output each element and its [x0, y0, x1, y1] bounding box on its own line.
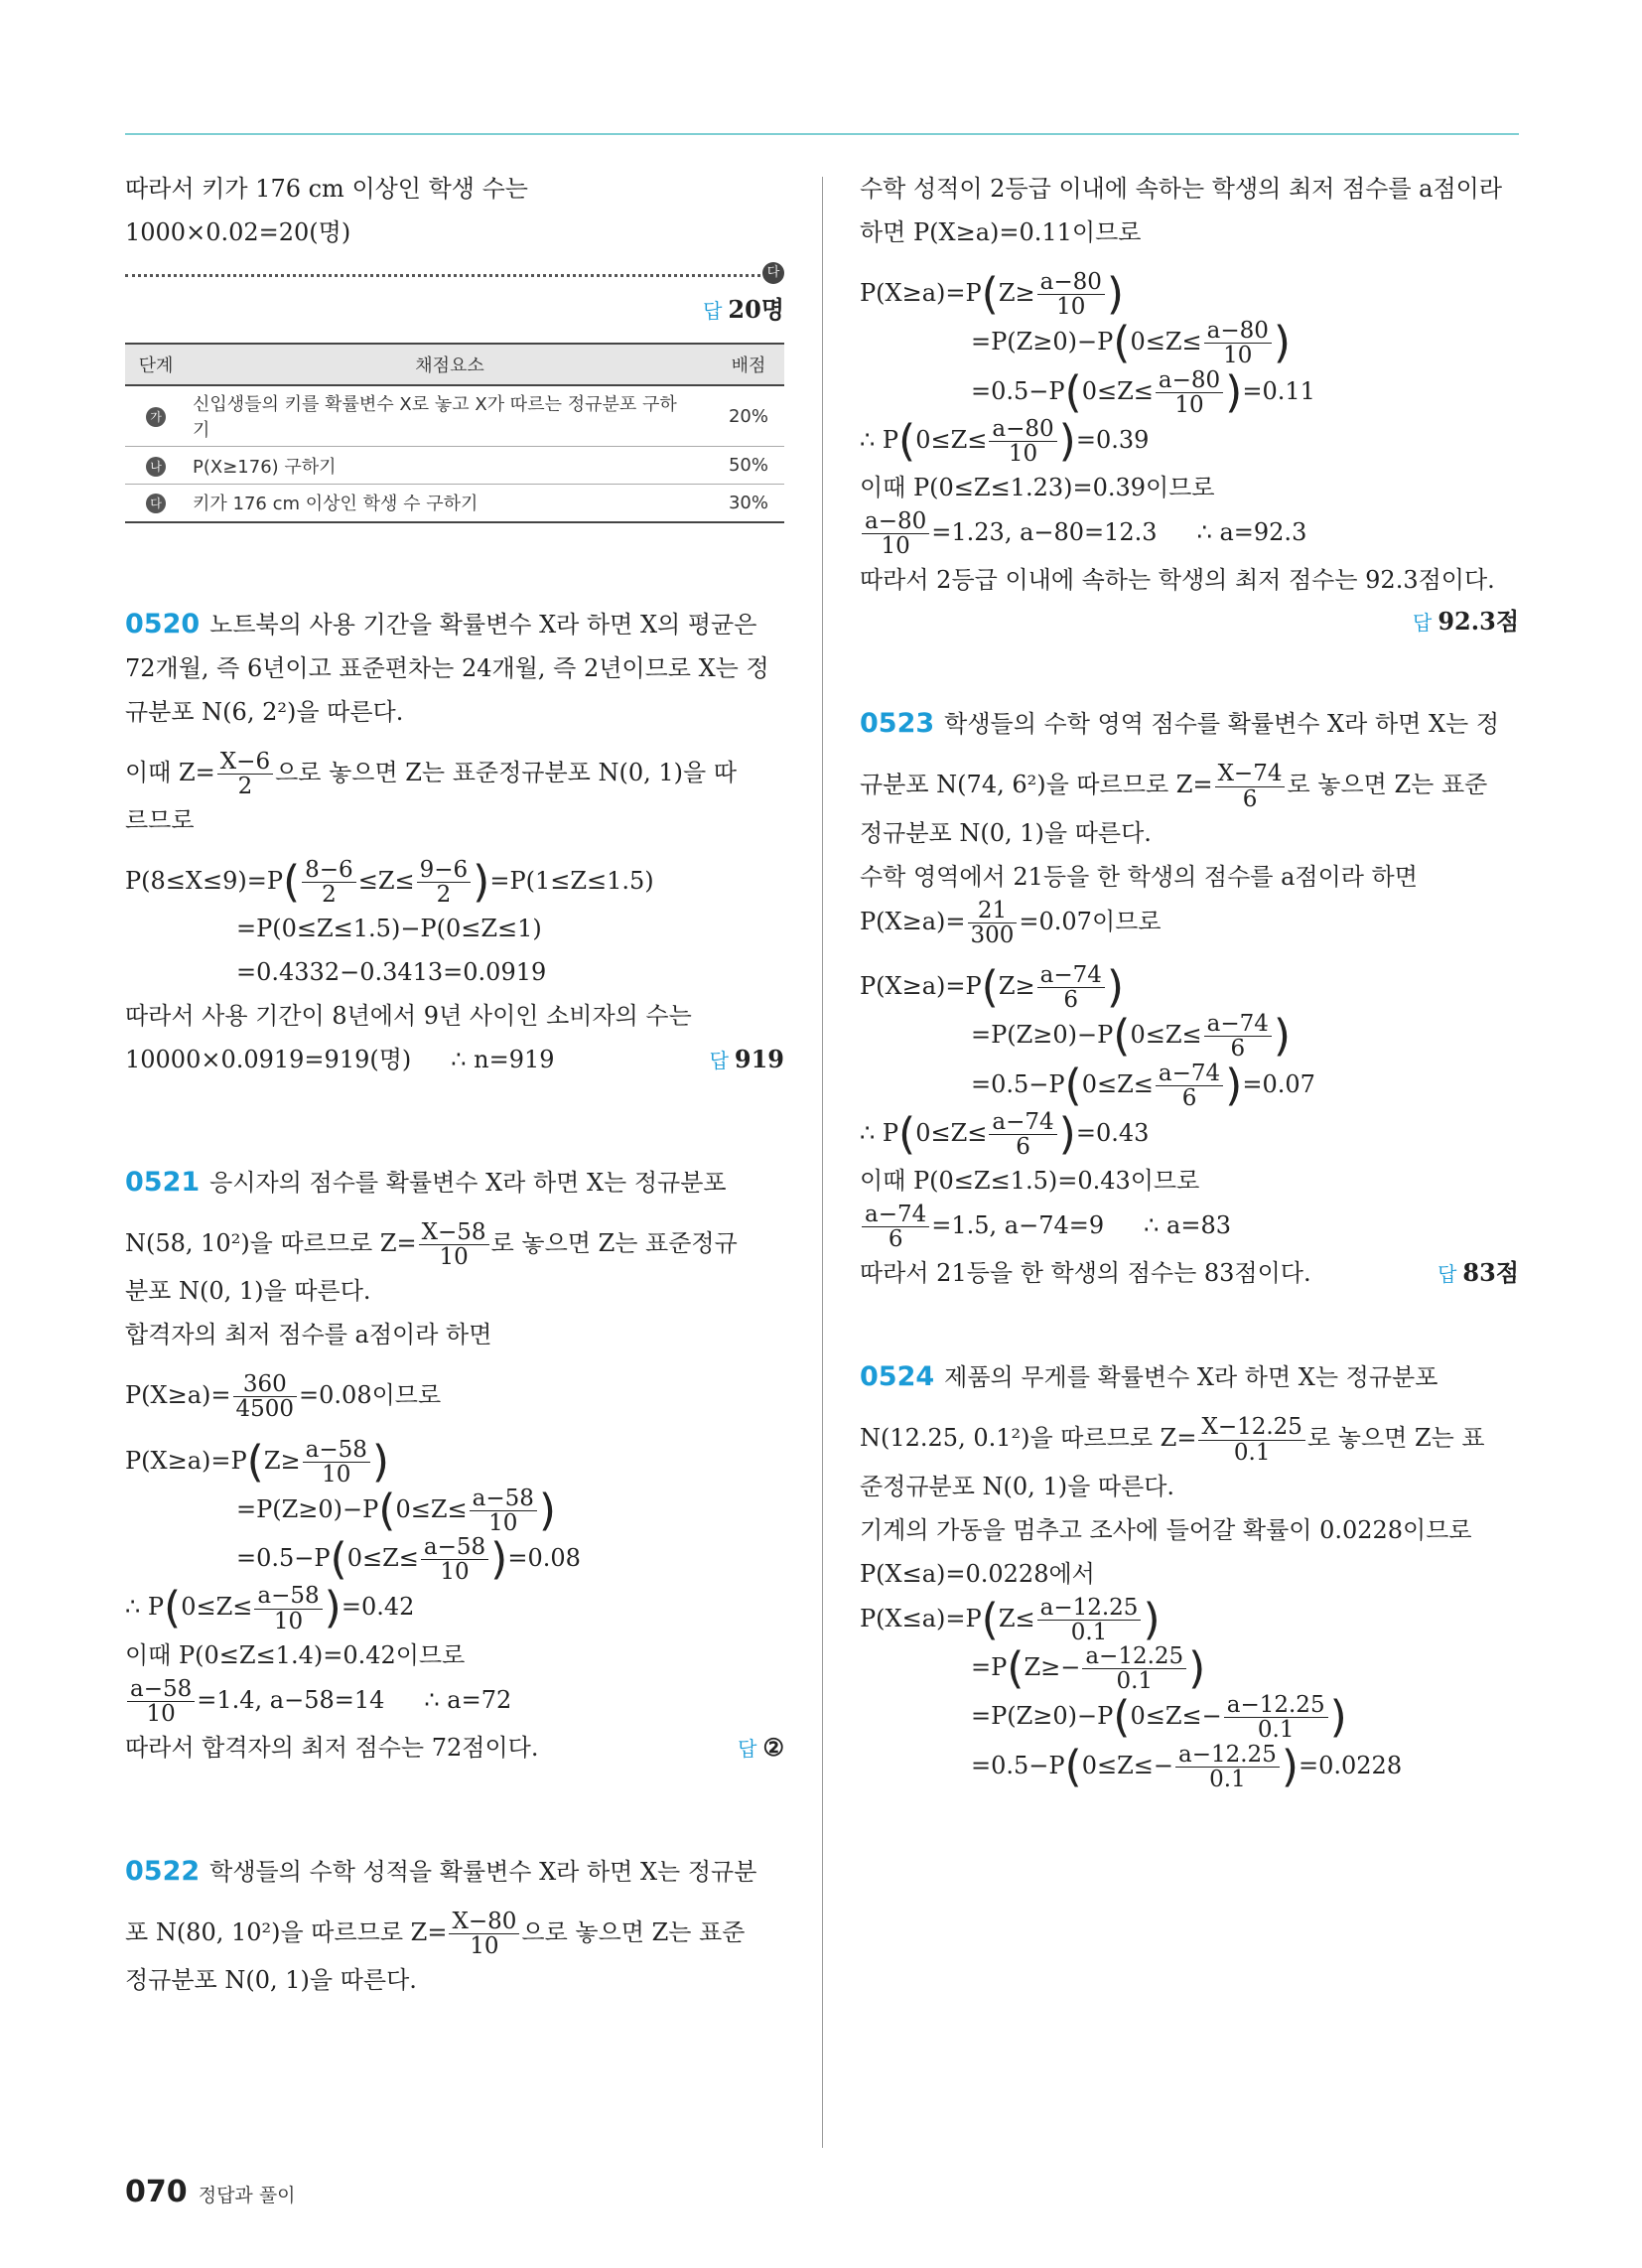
text-line: 이때 Z= $\frac{X-6}{2}$ 으로 놓으면 Z는 표준정규분포 N(0, 1)을 따 — [125, 748, 737, 799]
table-cell: 50% — [713, 447, 784, 485]
text-line: 분포 N(0, 1)을 따른다. — [125, 1277, 371, 1306]
equation-line: =P(Z≥0)−P(0≤Z≤− $\frac{a-12.25}{0.1}$ ) — [971, 1691, 1347, 1744]
top-rule — [125, 133, 1519, 135]
step-marker: 가 — [146, 407, 166, 427]
equation-line: =P(Z≥0)−P(0≤Z≤ $\frac{a-58}{10}$ ) — [236, 1485, 557, 1537]
text-line: 정규분포 N(0, 1)을 따른다. — [125, 1966, 417, 1995]
step-marker: 나 — [146, 457, 166, 477]
text-line: 10000×0.0919=919(명) ∴ n=919 답 919 — [125, 1045, 784, 1074]
scoring-table — [125, 343, 784, 523]
text-line: 정규분포 N(0, 1)을 따른다. — [860, 818, 1152, 847]
equation-line: ∴ P(0≤Z≤ $\frac{a-80}{10}$ )=0.39 — [860, 415, 1150, 467]
answer: 답 20명 — [703, 295, 784, 324]
equation-line: =P(0≤Z≤1.5)−P(0≤Z≤1) — [236, 915, 542, 943]
text-line: N(12.25, 0.1²)을 따르므로 Z= $\frac{X-12.25}{0.1}$ 로 놓으면 Z는 표 — [860, 1414, 1485, 1466]
equation-line: =P(Z≥0)−P(0≤Z≤ $\frac{a-74}{6}$ ) — [971, 1010, 1292, 1063]
table-header: 배점 — [713, 344, 784, 385]
text-line: 따라서 사용 기간이 8년에서 9년 사이인 소비자의 수는 — [125, 1002, 692, 1031]
equation-line: P(X≥a)=P(Z≥ $\frac{a-80}{10}$ ) — [860, 268, 1125, 321]
page-number: 070 — [125, 2175, 188, 2209]
text-line: 합격자의 최저 점수를 a점이라 하면 — [125, 1321, 492, 1349]
problem-0521-intro: 0521 응시자의 점수를 확률변수 X라 하면 X는 정규분포 — [125, 1167, 727, 1199]
equation-line: P(X≤a)=P(Z≤ $\frac{a-12.25}{0.1}$ ) — [860, 1594, 1161, 1645]
table-row — [125, 485, 784, 522]
problem-0522-intro: 0522 학생들의 수학 성적을 확률변수 X라 하면 X는 정규분 — [125, 1856, 757, 1888]
equation-line: P(8≤X≤9)=P( $\frac{8-6}{2}$ ≤Z≤ $\frac{9-6}{2}$ )=P(1≤Z≤1.5) — [125, 856, 654, 908]
equation-line: =P(Z≥0)−P(0≤Z≤ $\frac{a-80}{10}$ ) — [971, 317, 1292, 369]
table-cell: 20% — [713, 385, 784, 447]
step-marker: 다 — [762, 262, 784, 284]
equation-line: =0.5−P(0≤Z≤− $\frac{a-12.25}{0.1}$ )=0.0228 — [971, 1741, 1403, 1792]
equation-line: P(X≥a)=P(Z≥ $\frac{a-74}{6}$ ) — [860, 961, 1125, 1014]
equation-line: =0.5−P(0≤Z≤ $\frac{a-80}{10}$ )=0.11 — [971, 366, 1315, 418]
step-divider — [125, 260, 784, 290]
text-line: 수학 영역에서 21등을 한 학생의 점수를 a점이라 하면 — [860, 862, 1418, 891]
equation-line: =0.5−P(0≤Z≤ $\frac{a-58}{10}$ )=0.08 — [236, 1533, 581, 1586]
page-footer — [125, 2175, 296, 2209]
table-header: 단계 — [125, 344, 187, 385]
equation-line: =P(Z≥− $\frac{a-12.25}{0.1}$ ) — [971, 1642, 1206, 1695]
table-cell: 신입생들의 키를 확률변수 X로 놓고 X가 따르는 정규분포 구하기 — [187, 385, 713, 447]
text-line: 준정규분포 N(0, 1)을 따른다. — [860, 1472, 1175, 1500]
text-line: 기계의 가동을 멈추고 조사에 들어갈 확률이 0.0228이므로 — [860, 1515, 1472, 1544]
problem-0524-intro: 0524 제품의 무게를 확률변수 X라 하면 X는 정규분포 — [860, 1361, 1438, 1393]
equation-line: ∴ P(0≤Z≤ $\frac{a-58}{10}$ )=0.42 — [125, 1583, 415, 1634]
step-marker: 다 — [146, 494, 166, 513]
left-column — [125, 167, 784, 2002]
text-line: 따라서 2등급 이내에 속하는 학생의 최저 점수는 92.3점이다. — [860, 566, 1495, 595]
text-line: 1000×0.02=20(명) — [125, 218, 351, 246]
equation-line: $\frac{a-80}{10}$ =1.23, a−80=12.3 ∴ a=92.3 — [860, 509, 1519, 558]
equation-line: $\frac{a-74}{6}$ =1.5, a−74=9 ∴ a=83 — [860, 1203, 1519, 1251]
table-row — [125, 447, 784, 485]
equation-line: =0.4332−0.3413=0.0919 — [236, 958, 547, 987]
right-column — [860, 167, 1519, 1791]
answer: 답 92.3점 — [1413, 607, 1519, 637]
equation-line: =0.5−P(0≤Z≤ $\frac{a-74}{6}$ )=0.07 — [971, 1060, 1315, 1111]
equation-line: $\frac{a-58}{10}$ =1.4, a−58=14 ∴ a=72 — [125, 1677, 784, 1726]
equation-line: P(X≥a)= $\frac{21}{300}$ =0.07이므로 — [860, 897, 1162, 948]
table-row — [125, 385, 784, 447]
text-line: P(X≤a)=0.0228에서 — [860, 1559, 1095, 1588]
text-line: 따라서 합격자의 최저 점수는 72점이다. 답 ② — [125, 1733, 784, 1763]
text-line: 포 N(80, 10²)을 따르므로 Z= $\frac{X-80}{10}$ 으로 놓으면 Z는 표준 — [125, 1909, 746, 1960]
table-cell: P(X≥176) 구하기 — [187, 447, 713, 485]
text-line: 하면 P(X≥a)=0.11이므로 — [860, 218, 1142, 246]
equation-line: ∴ P(0≤Z≤ $\frac{a-74}{6}$ )=0.43 — [860, 1108, 1150, 1160]
column-divider — [822, 177, 823, 2148]
text-line: 이때 P(0≤Z≤1.5)=0.43이므로 — [860, 1167, 1200, 1196]
equation-line: P(X≥a)= $\frac{360}{4500}$ =0.08이므로 — [125, 1371, 442, 1423]
text-line: 르므로 — [125, 805, 195, 834]
text-line: 규분포 N(74, 6²)을 따르므로 Z= $\frac{X-74}{6}$ 로 놓으면 Z는 표준 — [860, 761, 1488, 812]
table-header: 채점요소 — [187, 344, 713, 385]
text-line: 따라서 키가 176 cm 이상인 학생 수는 — [125, 175, 528, 203]
table-cell: 키가 176 cm 이상인 학생 수 구하기 — [187, 485, 713, 522]
problem-0523-intro: 0523 학생들의 수학 영역 점수를 확률변수 X라 하면 X는 정 — [860, 708, 1500, 740]
text-line: 수학 성적이 2등급 이내에 속하는 학생의 최저 점수를 a점이라 — [860, 175, 1503, 203]
text-line: 따라서 21등을 한 학생의 점수는 83점이다. 답 83점 — [860, 1258, 1519, 1288]
table-header-row — [125, 344, 784, 385]
text-line: 이때 P(0≤Z≤1.23)=0.39이므로 — [860, 474, 1215, 502]
text-line: 이때 P(0≤Z≤1.4)=0.42이므로 — [125, 1640, 466, 1669]
table-cell: 30% — [713, 485, 784, 522]
footer-label: 정답과 풀이 — [198, 2185, 296, 2206]
equation-line: P(X≥a)=P(Z≥ $\frac{a-58}{10}$ ) — [125, 1436, 390, 1488]
problem-0520-intro: 0520 노트북의 사용 기간을 확률변수 X라 하면 X의 평균은 72개월, 즉 6년이고 표준편차는 24개월, 즉 2년이므로 X는 정규분포 N(6, 2²)을 따른다. — [125, 608, 769, 726]
text-line: N(58, 10²)을 따르므로 Z= $\frac{X-58}{10}$ 로 놓으면 Z는 표준정규 — [125, 1219, 738, 1271]
